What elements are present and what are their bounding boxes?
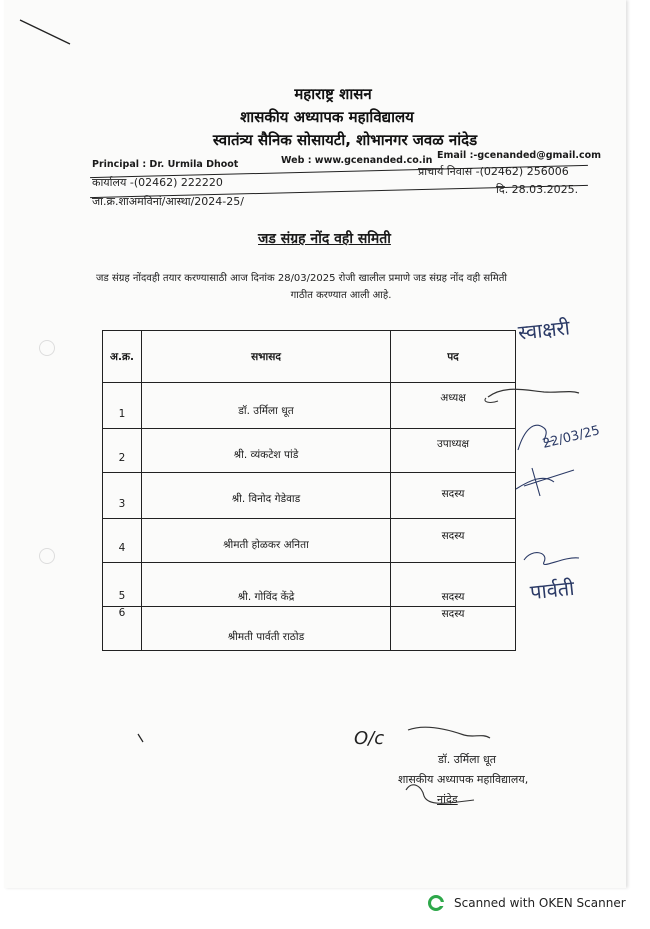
scanner-text: Scanned with OKEN Scanner <box>454 896 626 910</box>
office-phone: कार्यालय -(02462) 222220 <box>92 176 223 189</box>
signature-chairperson: स्वाक्षरी <box>516 315 571 345</box>
scanner-watermark <box>428 895 626 911</box>
row-sr: 6 <box>103 607 142 651</box>
residence-phone: प्राचार्य निवास -(02462) 256006 <box>418 165 569 178</box>
row-sr: 3 <box>103 473 142 519</box>
signatory-organization: शासकीय अध्यापक महाविद्यालय, <box>398 773 529 786</box>
document-title: जड संग्रह नोंद वही समिती <box>258 231 391 247</box>
row-member: श्री. गोविंद केंद्रे <box>142 563 391 607</box>
row-sr: 4 <box>103 519 142 563</box>
letterhead-college: शासकीय अध्यापक महाविद्यालय <box>240 108 414 126</box>
col-header-member: सभासद <box>142 331 391 383</box>
letter-date: दि. 28.03.2025. <box>496 183 579 196</box>
signatory-city: नांदेड <box>437 793 458 806</box>
intro-line-1: जड संग्रह नोंदवही तयार करण्यासाठी आज दिनांक 28/03/2025 रोजी खालील प्रमाणे जड संग्रह नोंद वही समिती <box>96 273 508 284</box>
letterhead-address: स्वातंत्र्य सैनिक सोसायटी, शोभानगर जवळ नांदेड <box>212 131 478 149</box>
row-post: अध्यक्ष <box>391 383 516 429</box>
scanner-logo-icon <box>428 895 444 911</box>
signature-vice-chair-date: 22/03/25 <box>541 423 602 452</box>
row-sr: 2 <box>103 429 142 473</box>
row-post: सदस्य <box>391 473 516 519</box>
signatory-name: डॉ. उर्मिला धूत <box>438 753 497 766</box>
row-post: सदस्य <box>391 607 516 651</box>
principal-name: Principal : Dr. Urmila Dhoot <box>92 159 239 170</box>
row-member: डॉ. उर्मिला धूत <box>142 383 391 429</box>
row-member: श्रीमती होळकर अनिता <box>142 519 391 563</box>
row-post: सदस्य <box>391 563 516 607</box>
email: Email :-gcenanded@gmail.com <box>437 150 602 161</box>
row-post: उपाध्यक्ष <box>391 429 516 473</box>
signature-member-6: पार्वती <box>528 575 576 605</box>
website: Web : www.gcenanded.co.in <box>281 155 433 166</box>
col-header-post: पद <box>391 331 516 383</box>
row-member: श्री. विनोद गेडेवाड <box>142 473 391 519</box>
row-member: श्री. व्यंकटेश पांडे <box>142 429 391 473</box>
scanned-page <box>4 0 626 888</box>
row-post: सदस्य <box>391 519 516 563</box>
row-sr: 5 <box>103 563 142 607</box>
reference-number: जा.क्र.शाअमविनां/आस्था/2024-25/ <box>92 195 244 208</box>
oc-note: O/c <box>354 728 385 749</box>
letterhead-govt: महाराष्ट्र शासन <box>294 85 372 103</box>
row-sr: 1 <box>103 383 142 429</box>
row-member: श्रीमती पार्वती राठोड <box>142 607 391 651</box>
col-header-sr: अ.क्र. <box>103 331 142 383</box>
signature-ink-strokes <box>4 0 626 888</box>
intro-line-2: गाठीत करण्यात आली आहे. <box>290 290 392 301</box>
